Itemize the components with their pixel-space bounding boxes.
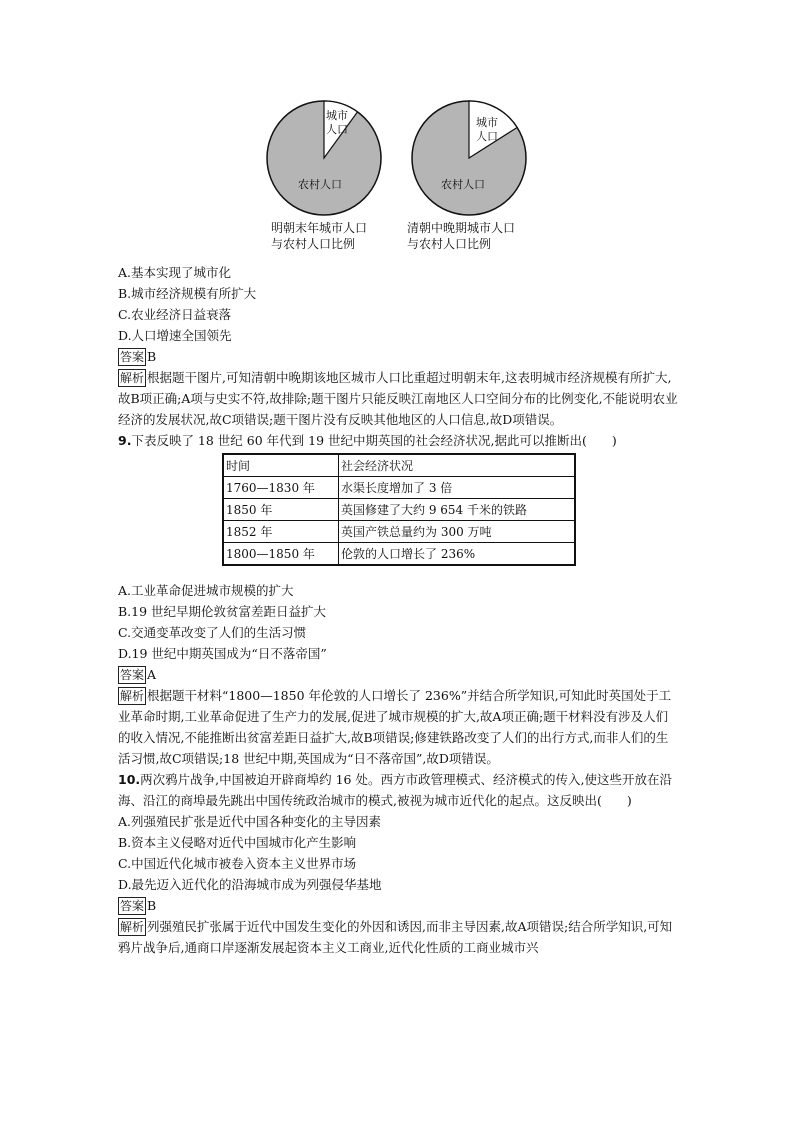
analysis-tag: 解析 [120, 920, 145, 934]
q8-option-d: D.人口增速全国领先 [118, 328, 232, 343]
pie-ming [262, 98, 407, 252]
q10-stem [118, 769, 678, 811]
answer-tag: 答案 [120, 350, 145, 364]
q10-option-b: B.资本主义侵略对近代中国城市化产生影响 [118, 835, 357, 850]
q9-stem [118, 430, 678, 451]
pie-ming-graphic [264, 98, 384, 218]
q10-answer [118, 895, 678, 916]
table-row [223, 521, 575, 543]
stem-text: 两次鸦片战争,中国被迫开辟商埠约 16 处。西方市政管理模式、经济模式的传入,使这些开放在沿海、沿江的商埠最先跳出中国传统政治城市的模式,被视为城市近代化的起点。这反映出( ) [118, 772, 672, 808]
table-row [223, 499, 575, 521]
table-header-row [223, 454, 575, 477]
answer-value: A [147, 667, 157, 682]
q9-answer [118, 664, 678, 685]
rural-label: 农村人口 [298, 178, 342, 191]
q8-option-c: C.农业经济日益衰落 [118, 307, 232, 322]
q10-option-d: D.最先迈入近代化的沿海城市成为列强侵华基地 [118, 877, 382, 892]
pie-ming-caption [271, 220, 407, 252]
table-row [223, 543, 575, 566]
table-cell: 水渠长度增加了 3 倍 [339, 477, 576, 499]
table-cell: 1852 年 [223, 521, 339, 543]
q9-option-d: D.19 世纪中期英国成为“日不落帝国” [118, 646, 327, 661]
q10-option-a: A.列强殖民扩张是近代中国各种变化的主导因素 [118, 814, 382, 829]
pie-qing [407, 98, 552, 252]
urban-label-line2: 人口 [326, 123, 348, 136]
answer-value: B [147, 349, 157, 364]
table-cell: 伦敦的人口增长了 236% [339, 543, 576, 566]
question-content [118, 262, 678, 958]
urban-label-line2: 人口 [476, 130, 498, 143]
q8-options [118, 262, 678, 346]
caption-line1: 明朝末年城市人口 [271, 221, 368, 235]
table-cell: 英国修建了大约 9 654 千米的铁路 [339, 499, 576, 521]
q9-options [118, 580, 678, 664]
q9-option-a: A.工业革命促进城市规模的扩大 [118, 583, 294, 598]
table-cell: 1850 年 [223, 499, 339, 521]
q10-option-c: C.中国近代化城市被卷入资本主义世界市场 [118, 856, 357, 871]
table-row [223, 477, 575, 499]
answer-value: B [147, 898, 157, 913]
caption-line2: 与农村人口比例 [407, 237, 492, 251]
urban-label-line1: 城市 [326, 109, 348, 122]
table-cell: 1800—1850 年 [223, 543, 339, 566]
rural-label: 农村人口 [441, 178, 485, 191]
analysis-text: 列强殖民扩张属于近代中国发生变化的外因和诱因,而非主导因素,故A项错误;结合所学知识,可知鸦片战争后,通商口岸逐渐发展起资本主义工商业,近代化性质的工商业城市兴 [118, 919, 673, 955]
q9-analysis [118, 685, 678, 769]
q8-option-b: B.城市经济规模有所扩大 [118, 286, 257, 301]
pie-qing-caption [407, 220, 552, 252]
caption-line2: 与农村人口比例 [271, 237, 356, 251]
table-cell: 英国产铁总量约为 300 万吨 [339, 521, 576, 543]
question-number: 10. [118, 772, 141, 787]
q8-answer [118, 346, 678, 367]
pie-qing-graphic [409, 98, 529, 218]
answer-tag: 答案 [120, 668, 145, 682]
table-header-cell: 时间 [223, 454, 339, 477]
q8-analysis [118, 367, 678, 430]
urban-label-line1: 城市 [476, 116, 498, 129]
analysis-text: 根据题干材料“1800—1850 年伦敦的人口增长了 236%”并结合所学知识,可知此时英国处于工业革命时期,工业革命促进了生产力的发展,促进了城市规模的扩大,故A项正确;题干材料没有涉及人们的收入情况,不能推断出贫富差距日益扩大,故B项错误;修建铁路改变了人们的出行方式,而非人们的生活习惯,故C项错误;18 世纪中期,英国成为“日不落帝国”,故D项错误。 [118, 688, 672, 766]
table-cell: 1760—1830 年 [223, 477, 339, 499]
analysis-tag: 解析 [120, 689, 145, 703]
pie-charts [262, 98, 562, 258]
q10-analysis [118, 916, 678, 958]
question-number: 9. [118, 433, 132, 448]
caption-line1: 清朝中晚期城市人口 [407, 221, 516, 235]
table-header-cell: 社会经济状况 [339, 454, 576, 477]
q9-option-b: B.19 世纪早期伦敦贫富差距日益扩大 [118, 604, 327, 619]
q9-table [222, 453, 576, 566]
analysis-tag: 解析 [120, 371, 145, 385]
q8-option-a: A.基本实现了城市化 [118, 265, 232, 280]
analysis-text: 根据题干图片,可知清朝中晚期该地区城市人口比重超过明朝末年,这表明城市经济规模有所扩大,故B项正确;A项与史实不符,故排除;题干图片只能反映江南地区人口空间分布的比例变化,不能说明农业经济的发展状况,故C项错误;题干图片没有反映其他地区的人口信息,故D项错误。 [118, 370, 678, 427]
q9-option-c: C.交通变革改变了人们的生活习惯 [118, 625, 307, 640]
q10-options [118, 811, 678, 895]
answer-tag: 答案 [120, 899, 145, 913]
stem-text: 下表反映了 18 世纪 60 年代到 19 世纪中期英国的社会经济状况,据此可以推断出( ) [131, 433, 617, 448]
